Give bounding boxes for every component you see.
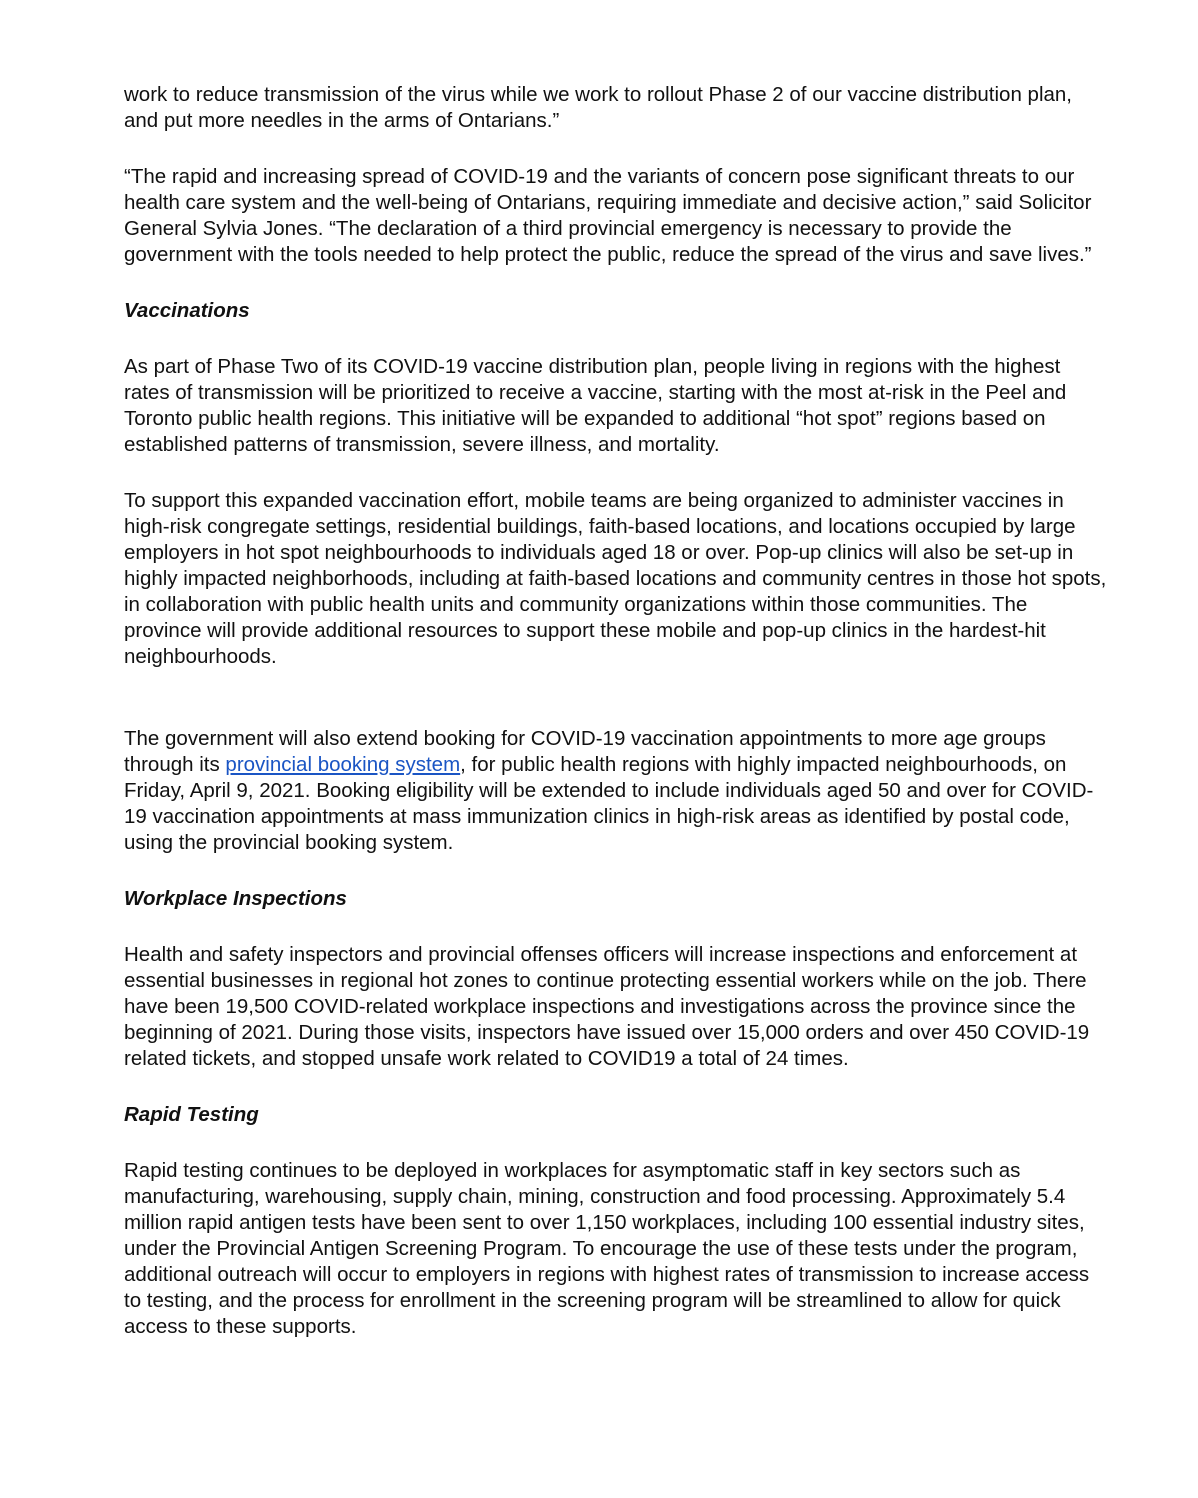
heading-workplace-inspections: Workplace Inspections: [124, 887, 347, 910]
paragraph-quote-end: work to reduce transmission of the virus while we work to rollout Phase 2 of our vaccine distribution plan, and put more needles in the arms of Ontarians.”: [124, 83, 1073, 132]
booking-text-after: , for public health regions with highly impacted neighbourhoods, on Friday, April 9, 2021. Booking eligibility will be extended to include individuals aged 50 and over for COVID-19 vaccination appointments at mass immunization clinics in high-risk areas as identified by postal code, using the provincial booking system.: [124, 753, 1094, 854]
heading-vaccinations: Vaccinations: [124, 299, 250, 322]
paragraph-booking: [124, 726, 1108, 856]
paragraph-rapid-testing: Rapid testing continues to be deployed in workplaces for asymptomatic staff in key sectors such as manufacturing, warehousing, supply chain, mining, construction and food processing. Approximately 5.4 million rapid antigen tests have been sent to over 1,150 workplaces, including 100 essential industry sites, under the Provincial Antigen Screening Program. To encourage the use of these tests under the program, additional outreach will occur to employers in regions with highest rates of transmission to increase access to testing, and the process for enrollment in the screening program will be streamlined to allow for quick access to these supports.: [124, 1159, 1090, 1338]
paragraph-solicitor-general-quote: “The rapid and increasing spread of COVID-19 and the variants of concern pose significant threats to our health care system and the well-being of Ontarians, requiring immediate and decisive action,” said Solicitor General Sylvia Jones. “The declaration of a third provincial emergency is necessary to provide the government with the tools needed to help protect the public, reduce the spread of the virus and save lives.”: [124, 165, 1092, 266]
paragraph-mobile-teams: To support this expanded vaccination effort, mobile teams are being organized to administer vaccines in high-risk congregate settings, residential buildings, faith-based locations, and locations occupied by large employers in hot spot neighbourhoods to individuals aged 18 or over. Pop-up clinics will also be set-up in highly impacted neighborhoods, including at faith-based locations and community centres in those hot spots, in collaboration with public health units and community organizations within those communities. The province will provide additional resources to support these mobile and pop-up clinics in the hardest-hit neighbourhoods.: [124, 489, 1107, 668]
paragraph-phase-two: As part of Phase Two of its COVID-19 vaccine distribution plan, people living in regions with the highest rates of transmission will be prioritized to receive a vaccine, starting with the most at-risk in the Peel and Toronto public health regions. This initiative will be expanded to additional “hot spot” regions based on established patterns of transmission, severe illness, and mortality.: [124, 355, 1067, 456]
provincial-booking-system-link[interactable]: provincial booking system: [225, 753, 461, 776]
heading-rapid-testing: Rapid Testing: [124, 1103, 259, 1126]
booking-text-before: The government will also extend booking for COVID-19 vaccination appointments to more age groups through its: [124, 727, 1046, 776]
paragraph-inspections: Health and safety inspectors and provincial offenses officers will increase inspections and enforcement at essential businesses in regional hot zones to continue protecting essential workers while on the job. There have been 19,500 COVID-related workplace inspections and investigations across the province since the beginning of 2021. During those visits, inspectors have issued over 15,000 orders and over 450 COVID-19 related tickets, and stopped unsafe work related to COVID19 a total of 24 times.: [124, 943, 1090, 1070]
